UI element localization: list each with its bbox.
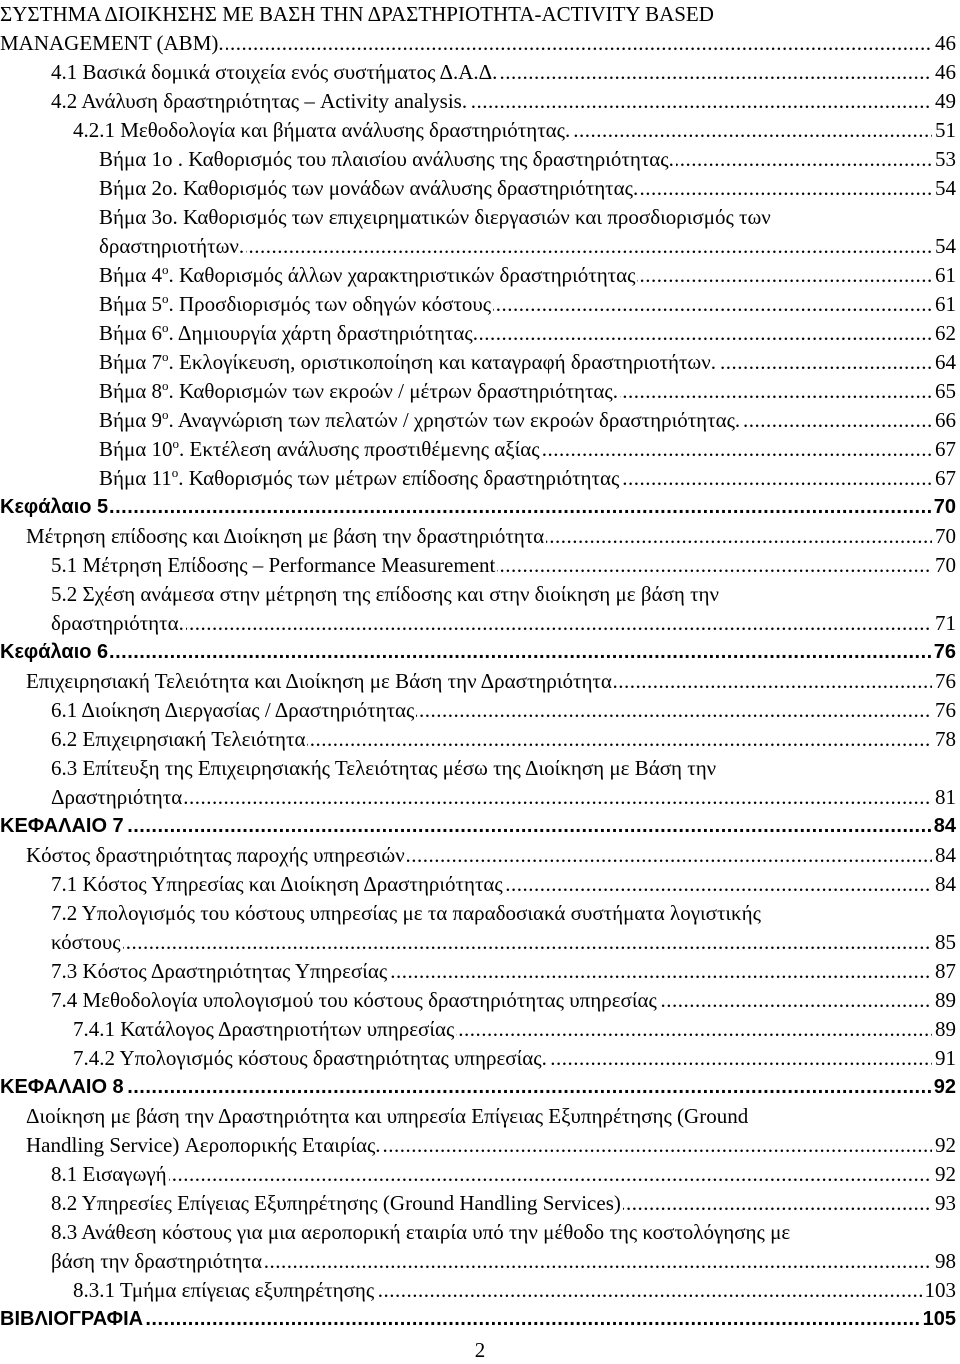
toc-entry-title-line1: 5.2 Σχέση ανάμεσα στην μέτρηση της επίδοσης και στην διοίκηση με βάση την bbox=[51, 582, 719, 606]
toc-entry[interactable] bbox=[73, 116, 956, 145]
toc-entry-title bbox=[99, 437, 542, 461]
toc-entry-leader bbox=[0, 1073, 956, 1102]
toc-entry-leader bbox=[51, 551, 956, 580]
toc-entry-title-line2: Handling Service) Αεροπορικής Εταιρίας. bbox=[26, 1133, 381, 1157]
toc-entry-title: ΒΙΒΛΙΟΓΡΑΦΙΑ bbox=[0, 1308, 144, 1330]
toc-entry[interactable] bbox=[99, 348, 956, 377]
toc-step-superscript: ο bbox=[162, 262, 169, 277]
toc-entry-page: 91 bbox=[932, 1044, 956, 1073]
toc-entry-title bbox=[99, 379, 620, 403]
toc-entry-leader bbox=[73, 1015, 956, 1044]
toc-entry-title: 4.2.1 Μεθοδολογία και βήματα ανάλυσης δραστηριότητας. bbox=[73, 118, 571, 142]
toc-entry-leader bbox=[51, 783, 956, 812]
toc-entry-title: Κεφάλαιο 6 bbox=[0, 641, 109, 663]
toc-step-superscript: ο bbox=[162, 407, 169, 422]
toc-entry-page: 65 bbox=[932, 377, 956, 406]
toc-entry[interactable] bbox=[0, 1305, 956, 1334]
toc-entry-page: 78 bbox=[932, 725, 956, 754]
toc-entry-leader bbox=[0, 493, 956, 522]
toc-entry-title-line2: Δραστηριότητα bbox=[51, 785, 183, 809]
toc-entry[interactable] bbox=[99, 319, 956, 348]
toc-entry-title: 6.1 Διοίκηση Διεργασίας / Δραστηριότητας bbox=[51, 698, 415, 722]
toc-entry-page: 76 bbox=[932, 667, 956, 696]
toc-entry-page: 64 bbox=[932, 348, 956, 377]
toc-entry-leader bbox=[99, 174, 956, 203]
toc-entry-title: Βήμα 1ο . Καθορισμός του πλαισίου ανάλυσης της δραστηριότητας. bbox=[99, 147, 674, 171]
toc-entry[interactable] bbox=[0, 812, 956, 841]
toc-entry-title: 8.2 Υπηρεσίες Επίγειας Εξυπηρέτησης (Ground Handling Services) bbox=[51, 1191, 621, 1215]
toc-step-label: Βήμα 6 bbox=[99, 321, 162, 345]
toc-entry-leader bbox=[73, 1276, 956, 1305]
toc-entry-page: 87 bbox=[932, 957, 956, 986]
toc-step-label: Βήμα 9 bbox=[99, 408, 162, 432]
toc-step-label: Βήμα 10 bbox=[99, 437, 173, 461]
toc-step-title: . Προσδιορισμός των οδηγών κόστους bbox=[168, 292, 492, 316]
page-number: 2 bbox=[474, 1338, 486, 1362]
toc-step-title: . Αναγνώριση των πελατών / χρηστών των εκροών δραστηριότητας. bbox=[168, 408, 741, 432]
toc-entry-title: Κεφάλαιο 5 bbox=[0, 496, 109, 518]
toc-step-superscript: ο bbox=[162, 378, 169, 393]
toc-entry-page: 89 bbox=[932, 986, 956, 1015]
toc-entry-title bbox=[99, 350, 718, 374]
toc-entry-leader bbox=[51, 1247, 956, 1276]
toc-entry-title: ΚΕΦΑΛΑΙΟ 8 bbox=[0, 1076, 124, 1098]
toc-step-label: Βήμα 8 bbox=[99, 379, 162, 403]
toc-step-superscript: ο bbox=[172, 436, 179, 451]
toc-entry[interactable] bbox=[0, 493, 956, 522]
toc-entry-page: 85 bbox=[932, 928, 956, 957]
toc-entry-page: 92 bbox=[932, 1131, 956, 1160]
toc-entry-title-line1: 7.2 Υπολογισμός του κόστους υπηρεσίας με τα παραδοσιακά συστήματα λογιστικής bbox=[51, 901, 761, 925]
toc-entry[interactable] bbox=[99, 174, 956, 203]
toc-entry-leader bbox=[26, 667, 956, 696]
toc-entry-leader bbox=[26, 522, 956, 551]
toc-entry-page: 66 bbox=[932, 406, 956, 435]
toc-step-title: . Καθορισμός άλλων χαρακτηριστικών δραστηριότητας bbox=[168, 263, 636, 287]
toc-step-label: Βήμα 4 bbox=[99, 263, 162, 287]
toc-entry[interactable] bbox=[0, 638, 956, 667]
toc-entry-leader bbox=[99, 319, 956, 348]
toc-entry-leader bbox=[99, 377, 956, 406]
toc-entry-leader bbox=[99, 145, 956, 174]
toc-entry-title: 7.4.2 Υπολογισμός κόστους δραστηριότητας υπηρεσίας. bbox=[73, 1046, 547, 1070]
toc-entry-title bbox=[99, 292, 493, 316]
toc-entry-leader bbox=[99, 435, 956, 464]
toc-entry-page: 71 bbox=[932, 609, 956, 638]
toc-entry-page: 62 bbox=[932, 319, 956, 348]
toc-entry-title: Επιχειρησιακή Τελειότητα και Διοίκηση με Βάση την Δραστηριότητα bbox=[26, 669, 612, 693]
toc-entry-title-line1: Βήμα 3ο. Καθορισμός των επιχειρηματικών διεργασιών και προσδιορισμός των bbox=[99, 205, 771, 229]
toc-entry[interactable] bbox=[99, 377, 956, 406]
toc-entry-leader bbox=[99, 290, 956, 319]
toc-entry[interactable] bbox=[99, 203, 956, 261]
toc-entry-leader bbox=[26, 841, 956, 870]
toc-entry-leader bbox=[51, 696, 956, 725]
toc-entry-leader bbox=[99, 464, 956, 493]
toc-entry[interactable] bbox=[51, 986, 956, 1015]
toc-entry[interactable] bbox=[99, 406, 956, 435]
toc-entry-page: 103 bbox=[922, 1276, 957, 1305]
toc-entry[interactable] bbox=[26, 667, 956, 696]
toc-entry-page: 67 bbox=[932, 464, 956, 493]
toc-entry[interactable] bbox=[51, 899, 956, 957]
toc-step-label: Βήμα 11 bbox=[99, 466, 172, 490]
toc-entry-title: 7.1 Κόστος Υπηρεσίας και Διοίκηση Δραστηριότητας bbox=[51, 872, 503, 896]
toc-step-title: . Εκλογίκευση, οριστικοποίηση και καταγραφή δραστηριοτήτων. bbox=[168, 350, 716, 374]
toc-entry-leader bbox=[51, 1189, 956, 1218]
toc-entry-leader bbox=[26, 1131, 956, 1160]
toc-entry-title-line1: Διοίκηση με βάση την Δραστηριότητα και υπηρεσία Επίγειας Εξυπηρέτησης (Ground bbox=[26, 1104, 749, 1128]
toc-entry-leader bbox=[51, 957, 956, 986]
toc-entry[interactable] bbox=[51, 580, 956, 638]
toc-entry-page: 51 bbox=[932, 116, 956, 145]
toc-entry-page: 84 bbox=[932, 841, 956, 870]
toc-entry-leader bbox=[73, 116, 956, 145]
toc-entry-title-line1: 6.3 Επίτευξη της Επιχειρησιακής Τελειότητας μέσω της Διοίκηση με Βάση την bbox=[51, 756, 717, 780]
toc-entry[interactable] bbox=[26, 522, 956, 551]
toc-entry-title: 5.1 Μέτρηση Επίδοσης – Performance Measurement bbox=[51, 553, 496, 577]
toc-step-superscript: ο bbox=[171, 465, 179, 480]
toc-entry-page: 46 bbox=[932, 58, 956, 87]
toc-entry-leader bbox=[99, 261, 956, 290]
toc-entry-title: Μέτρηση επίδοσης και Διοίκηση με βάση την δραστηριότητα bbox=[26, 524, 545, 548]
toc-entry-page: 93 bbox=[932, 1189, 956, 1218]
toc-entry-page: 67 bbox=[932, 435, 956, 464]
toc-entry-page: 61 bbox=[932, 261, 956, 290]
toc-entry[interactable] bbox=[26, 841, 956, 870]
toc-step-title: . Δημιουργία χάρτη δραστηριότητας. bbox=[168, 321, 478, 345]
toc-entry-title: 4.1 Βασικά δομικά στοιχεία ενός συστήματος Δ.Α.Δ. bbox=[51, 60, 498, 84]
toc-entry-page: 92 bbox=[931, 1073, 956, 1102]
toc-entry[interactable] bbox=[51, 696, 956, 725]
toc-entry-title-line2: MANAGEMENT (ABM). bbox=[0, 31, 224, 55]
toc-entry-page: 46 bbox=[932, 29, 956, 58]
toc-entry-title-line1: ΣΥΣΤΗΜΑ ΔΙΟΙΚΗΣΗΣ ΜΕ ΒΑΣΗ ΤΗΝ ΔΡΑΣΤΗΡΙΟΤΗΤΑ-ACTIVITY BASED bbox=[0, 2, 714, 26]
toc-entry[interactable] bbox=[26, 1102, 956, 1160]
toc-entry[interactable] bbox=[99, 145, 956, 174]
toc-entry-title-line2: κόστους bbox=[51, 930, 121, 954]
toc-entry[interactable] bbox=[51, 1218, 956, 1276]
toc-entry-title: Βήμα 2ο. Καθορισμός των μονάδων ανάλυσης δραστηριότητας. bbox=[99, 176, 639, 200]
toc-entry-leader bbox=[51, 928, 956, 957]
toc-entry-page: 70 bbox=[931, 493, 956, 522]
toc-entry-leader bbox=[51, 609, 956, 638]
toc-entry-title-line1: 8.3 Ανάθεση κόστους για μια αεροπορική εταιρία υπό την μέθοδο της κοστολόγησης με bbox=[51, 1220, 791, 1244]
toc-entry[interactable] bbox=[51, 870, 956, 899]
toc-entry-leader bbox=[0, 1305, 956, 1334]
toc-entry-title-line2: βάση την δραστηριότητα bbox=[51, 1249, 263, 1273]
toc-entry-title: 6.2 Επιχειρησιακή Τελειότητα bbox=[51, 727, 306, 751]
toc-entry-leader bbox=[0, 29, 956, 58]
toc-entry-page: 49 bbox=[932, 87, 956, 116]
toc-step-label: Βήμα 5 bbox=[99, 292, 162, 316]
toc-entry-page: 61 bbox=[932, 290, 956, 319]
toc-entry-title: 7.4.1 Κατάλογος Δραστηριοτήτων υπηρεσίας bbox=[73, 1017, 455, 1041]
toc-step-title: . Καθορισμών των εκροών / μέτρων δραστηριότητας. bbox=[168, 379, 619, 403]
toc-entry-title: Κόστος δραστηριότητας παροχής υπηρεσιών bbox=[26, 843, 405, 867]
toc-entry-leader bbox=[51, 725, 956, 754]
toc-entry-page: 81 bbox=[932, 783, 956, 812]
toc-entry-leader bbox=[51, 870, 956, 899]
toc-step-superscript: ο bbox=[162, 349, 169, 364]
toc-entry-page: 70 bbox=[932, 551, 956, 580]
toc-entry-leader bbox=[0, 638, 956, 667]
toc-entry[interactable] bbox=[51, 551, 956, 580]
toc-entry-leader bbox=[51, 87, 956, 116]
toc-entry-leader bbox=[99, 348, 956, 377]
toc-entry[interactable] bbox=[51, 725, 956, 754]
toc-entry-title: 7.3 Κόστος Δραστηριότητας Υπηρεσίας bbox=[51, 959, 388, 983]
toc-entry[interactable] bbox=[99, 435, 956, 464]
toc-entry-page: 105 bbox=[920, 1305, 956, 1334]
toc-entry-page: 70 bbox=[932, 522, 956, 551]
toc-entry[interactable] bbox=[51, 957, 956, 986]
toc-entry[interactable] bbox=[99, 290, 956, 319]
toc-entry-title: 4.2 Ανάλυση δραστηριότητας – Activity analysis. bbox=[51, 89, 468, 113]
toc-step-title: . Καθορισμός των μέτρων επίδοσης δραστηριότητας bbox=[178, 466, 620, 490]
toc-entry-leader bbox=[0, 812, 956, 841]
toc-entry-page: 53 bbox=[932, 145, 956, 174]
toc-step-title: . Εκτέλεση ανάλυσης προστιθέμενης αξίας bbox=[179, 437, 540, 461]
toc-entry-title bbox=[99, 321, 480, 345]
toc-entry[interactable] bbox=[51, 58, 956, 87]
toc-step-label: Βήμα 7 bbox=[99, 350, 162, 374]
toc-entry-leader bbox=[99, 406, 956, 435]
toc-entry[interactable] bbox=[51, 87, 956, 116]
toc-entry-title-line2: δραστηριοτήτων. bbox=[99, 234, 245, 258]
toc-entry-title: 8.1 Εισαγωγή bbox=[51, 1162, 167, 1186]
toc-entry-leader bbox=[51, 1160, 956, 1189]
toc-entry-leader bbox=[73, 1044, 956, 1073]
toc-entry-title bbox=[99, 263, 637, 287]
toc-entry-page: 98 bbox=[932, 1247, 956, 1276]
toc-entry[interactable] bbox=[0, 1073, 956, 1102]
toc-entry-title: ΚΕΦΑΛΑΙΟ 7 bbox=[0, 815, 124, 837]
toc-entry-leader bbox=[51, 58, 956, 87]
toc-entry-title: 7.4 Μεθοδολογία υπολογισμού του κόστους δραστηριότητας υπηρεσίας bbox=[51, 988, 657, 1012]
toc-entry-title bbox=[99, 408, 742, 432]
toc-entry-page: 89 bbox=[932, 1015, 956, 1044]
toc-entry-page: 76 bbox=[931, 638, 956, 667]
toc-entry[interactable] bbox=[99, 464, 956, 493]
toc-entry-page: 76 bbox=[932, 696, 956, 725]
toc-entry[interactable] bbox=[73, 1044, 956, 1073]
toc-entry[interactable] bbox=[73, 1015, 956, 1044]
toc-entry-page: 54 bbox=[932, 232, 956, 261]
toc-entry-title: 8.3.1 Τμήμα επίγειας εξυπηρέτησης bbox=[73, 1278, 375, 1302]
toc-entry[interactable] bbox=[73, 1276, 956, 1305]
toc-entry-page: 84 bbox=[932, 870, 956, 899]
toc-entry-page: 84 bbox=[931, 812, 956, 841]
toc-entry-leader bbox=[51, 986, 956, 1015]
toc-entry[interactable] bbox=[51, 1189, 956, 1218]
toc-entry[interactable] bbox=[51, 1160, 956, 1189]
toc-entry-page: 54 bbox=[932, 174, 956, 203]
toc-entry[interactable] bbox=[51, 754, 956, 812]
toc-step-superscript: ο bbox=[162, 291, 169, 306]
toc-entry-page: 92 bbox=[932, 1160, 956, 1189]
toc-entry[interactable] bbox=[99, 261, 956, 290]
toc-entry-title bbox=[99, 466, 621, 490]
toc-entry[interactable] bbox=[0, 0, 956, 58]
toc-entry-leader bbox=[99, 232, 956, 261]
toc-step-superscript: ο bbox=[162, 320, 169, 335]
toc-entry-title-line2: δραστηριότητα. bbox=[51, 611, 184, 635]
